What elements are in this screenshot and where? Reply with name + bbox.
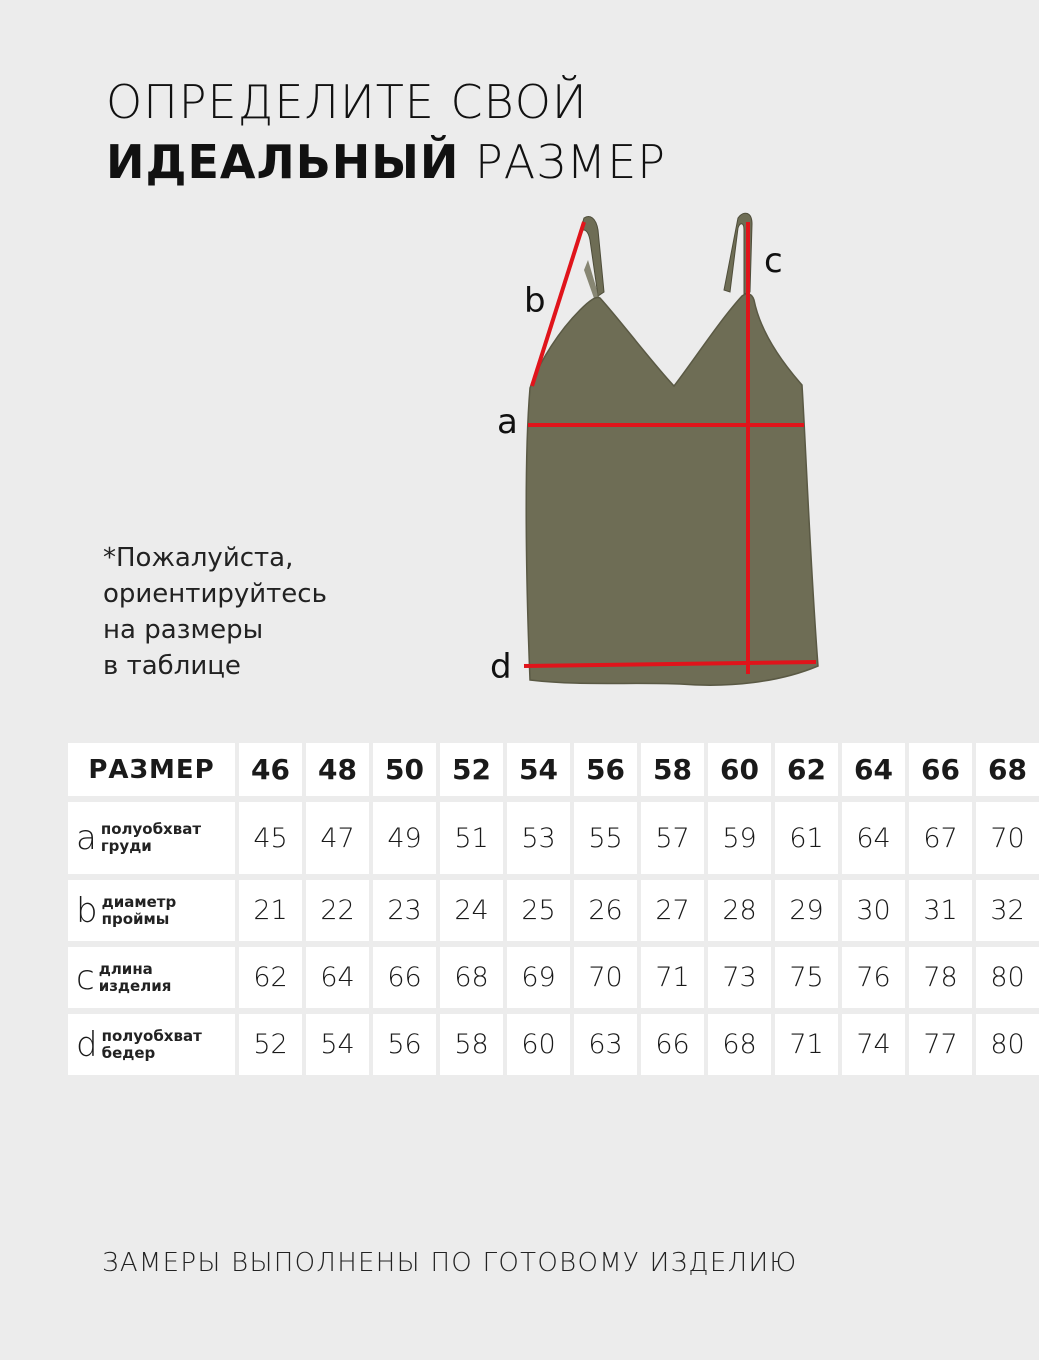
value-cell: 26 <box>574 880 637 941</box>
value-cell: 73 <box>708 947 771 1008</box>
label-a: a <box>497 402 518 442</box>
size-table <box>68 743 1027 1075</box>
value-cell: 47 <box>306 802 369 874</box>
footer-note: ЗАМЕРЫ ВЫПОЛНЕНЫ ПО ГОТОВОМУ ИЗДЕЛИЮ <box>102 1248 798 1278</box>
header-size-cell: 68 <box>976 743 1039 796</box>
title-line-2 <box>106 132 666 192</box>
row-letter: c <box>76 957 95 998</box>
value-cell: 70 <box>574 947 637 1008</box>
value-cell: 74 <box>842 1014 905 1075</box>
row-description-line: груди <box>100 837 152 855</box>
value-cell: 66 <box>373 947 436 1008</box>
value-cell: 30 <box>842 880 905 941</box>
title-line-1: ОПРЕДЕЛИТЕ СВОЙ <box>106 75 588 129</box>
value-cell: 57 <box>641 802 704 874</box>
value-cell: 23 <box>373 880 436 941</box>
row-description-line: длина <box>98 959 153 978</box>
value-cell: 80 <box>976 1014 1039 1075</box>
value-cell: 56 <box>373 1014 436 1075</box>
value-cell: 64 <box>306 947 369 1008</box>
value-cell: 80 <box>976 947 1039 1008</box>
label-b: b <box>524 281 546 321</box>
row-description-line: проймы <box>101 909 170 928</box>
row-letter: a <box>76 818 97 858</box>
row-label-d <box>68 1014 235 1075</box>
row-description-line: диаметр <box>101 892 177 911</box>
value-cell: 69 <box>507 947 570 1008</box>
value-cell: 53 <box>507 802 570 874</box>
row-description <box>102 894 177 928</box>
header-size-cell: 46 <box>239 743 302 796</box>
note-line: *Пожалуйста, <box>103 543 294 573</box>
value-cell: 45 <box>239 802 302 874</box>
label-c: c <box>764 241 783 281</box>
value-cell: 28 <box>708 880 771 941</box>
value-cell: 24 <box>440 880 503 941</box>
header-size-cell: 58 <box>641 743 704 796</box>
row-description-line: изделия <box>98 976 172 995</box>
row-description-line: бедер <box>101 1043 156 1062</box>
value-cell: 27 <box>641 880 704 941</box>
value-cell: 71 <box>775 1014 838 1075</box>
label-d: d <box>490 647 512 687</box>
row-description-line: полуобхват <box>100 820 202 838</box>
value-cell: 60 <box>507 1014 570 1075</box>
note-line: в таблице <box>103 651 241 681</box>
title-rest-word: РАЗМЕР <box>475 135 667 189</box>
row-label-a <box>68 802 235 874</box>
row-letter: b <box>76 890 98 931</box>
value-cell: 51 <box>440 802 503 874</box>
header-size-cell: 62 <box>775 743 838 796</box>
row-description <box>101 821 201 855</box>
header-size-cell: 52 <box>440 743 503 796</box>
value-cell: 31 <box>909 880 972 941</box>
value-cell: 62 <box>239 947 302 1008</box>
value-cell: 52 <box>239 1014 302 1075</box>
size-note <box>103 540 403 684</box>
value-cell: 32 <box>976 880 1039 941</box>
value-cell: 59 <box>708 802 771 874</box>
header-size-cell: 56 <box>574 743 637 796</box>
header-size-cell: 66 <box>909 743 972 796</box>
note-line: на размеры <box>103 615 264 645</box>
garment-svg <box>480 200 840 710</box>
header-size-cell: 64 <box>842 743 905 796</box>
value-cell: 75 <box>775 947 838 1008</box>
value-cell: 63 <box>574 1014 637 1075</box>
row-label-c <box>68 947 235 1008</box>
value-cell: 58 <box>440 1014 503 1075</box>
value-cell: 70 <box>976 802 1039 874</box>
row-description <box>99 961 172 995</box>
title-bold-word: ИДЕАЛЬНЫЙ <box>106 135 460 189</box>
header-size-cell: 48 <box>306 743 369 796</box>
page-title <box>106 72 666 192</box>
garment-body-shape <box>526 294 818 685</box>
value-cell: 64 <box>842 802 905 874</box>
value-cell: 76 <box>842 947 905 1008</box>
value-cell: 78 <box>909 947 972 1008</box>
value-cell: 55 <box>574 802 637 874</box>
garment-diagram <box>480 200 840 710</box>
value-cell: 67 <box>909 802 972 874</box>
value-cell: 49 <box>373 802 436 874</box>
row-label-b <box>68 880 235 941</box>
header-size-cell: 54 <box>507 743 570 796</box>
header-size-label: РАЗМЕР <box>68 743 235 796</box>
note-line: ориентируйтесь <box>103 579 327 609</box>
row-letter: d <box>76 1024 98 1065</box>
value-cell: 68 <box>708 1014 771 1075</box>
header-size-cell: 60 <box>708 743 771 796</box>
value-cell: 22 <box>306 880 369 941</box>
value-cell: 66 <box>641 1014 704 1075</box>
header-size-cell: 50 <box>373 743 436 796</box>
value-cell: 25 <box>507 880 570 941</box>
value-cell: 68 <box>440 947 503 1008</box>
row-description <box>102 1028 202 1062</box>
value-cell: 61 <box>775 802 838 874</box>
value-cell: 54 <box>306 1014 369 1075</box>
value-cell: 77 <box>909 1014 972 1075</box>
value-cell: 29 <box>775 880 838 941</box>
row-description-line: полуобхват <box>101 1026 202 1045</box>
value-cell: 21 <box>239 880 302 941</box>
value-cell: 71 <box>641 947 704 1008</box>
